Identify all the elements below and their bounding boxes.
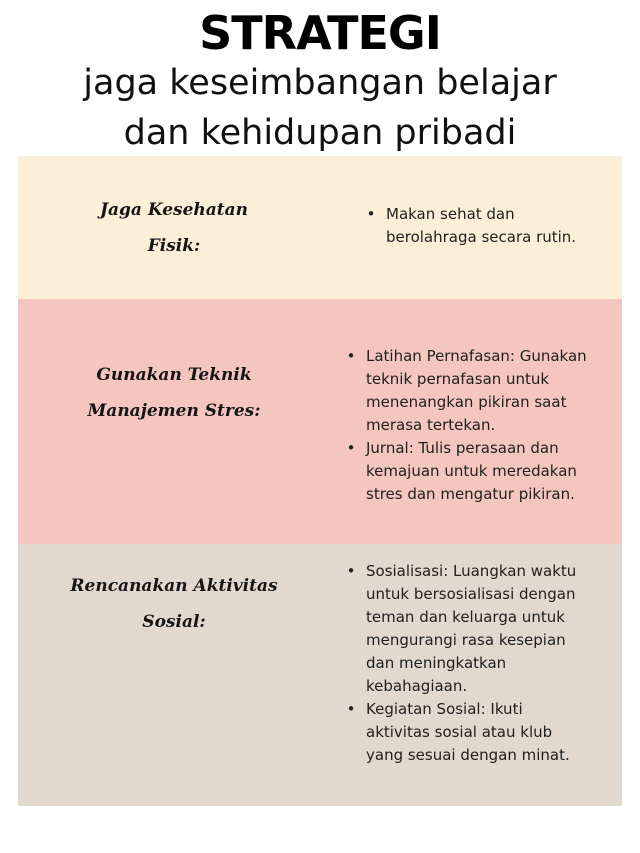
strategy-label-line: Gunakan Teknik [96, 365, 252, 385]
list-item [344, 437, 618, 506]
strategy-label-line: Sosial: [142, 612, 206, 632]
strategy-label [18, 357, 330, 429]
item-line: aktivitas sosial atau klub [366, 723, 553, 741]
item-line: dan meningkatkan [366, 654, 507, 672]
strategy-row-physical-health [18, 156, 622, 299]
item-line: Jurnal: Tulis perasaan dan [366, 439, 559, 457]
item-line: menenangkan pikiran saat [366, 393, 567, 411]
item-line: teman dan keluarga untuk [366, 608, 565, 626]
bullet-icon: • [366, 205, 376, 223]
item-line: Sosialisasi: Luangkan waktu [366, 562, 577, 580]
bullet-icon: • [346, 347, 356, 365]
page-title: STRATEGI [199, 6, 441, 60]
item-line: stres dan mengatur pikiran. [366, 485, 575, 503]
strategy-row-social-activities [18, 544, 622, 806]
item-line: mengurangi rasa kesepian [366, 631, 566, 649]
strategy-label-line: Jaga Kesehatan [99, 200, 249, 220]
item-line: untuk bersosialisasi dengan [366, 585, 576, 603]
item-line: yang sesuai dengan minat. [366, 746, 570, 764]
list-item [344, 698, 618, 767]
item-line: Kegiatan Sosial: Ikuti [366, 700, 523, 718]
list-item [364, 203, 614, 249]
strategy-label-line: Fisik: [147, 236, 201, 256]
bullet-icon: • [346, 562, 356, 580]
item-line: Latihan Pernafasan: Gunakan [366, 347, 587, 365]
item-line: Makan sehat dan [386, 205, 515, 223]
strategy-label [18, 568, 330, 640]
page-subtitle [0, 58, 640, 158]
item-line: kemajuan untuk meredakan [366, 462, 577, 480]
item-line: merasa tertekan. [366, 416, 496, 434]
strategy-item-list [344, 345, 618, 506]
strategy-label-line: Manajemen Stres: [87, 401, 261, 421]
strategy-item-list [364, 203, 614, 249]
strategy-label [18, 192, 330, 264]
strategy-label-line: Rencanakan Aktivitas [70, 576, 278, 596]
strategy-row-stress-management [18, 299, 622, 544]
list-item [344, 560, 618, 698]
item-line: kebahagiaan. [366, 677, 468, 695]
item-line: berolahraga secara rutin. [386, 228, 577, 246]
bullet-icon: • [346, 700, 356, 718]
list-item [344, 345, 618, 437]
strategy-item-list [344, 560, 618, 767]
subtitle-line-1: jaga keseimbangan belajar [83, 63, 557, 103]
item-line: teknik pernafasan untuk [366, 370, 550, 388]
subtitle-line-2: dan kehidupan pribadi [123, 113, 517, 153]
bullet-icon: • [346, 439, 356, 457]
